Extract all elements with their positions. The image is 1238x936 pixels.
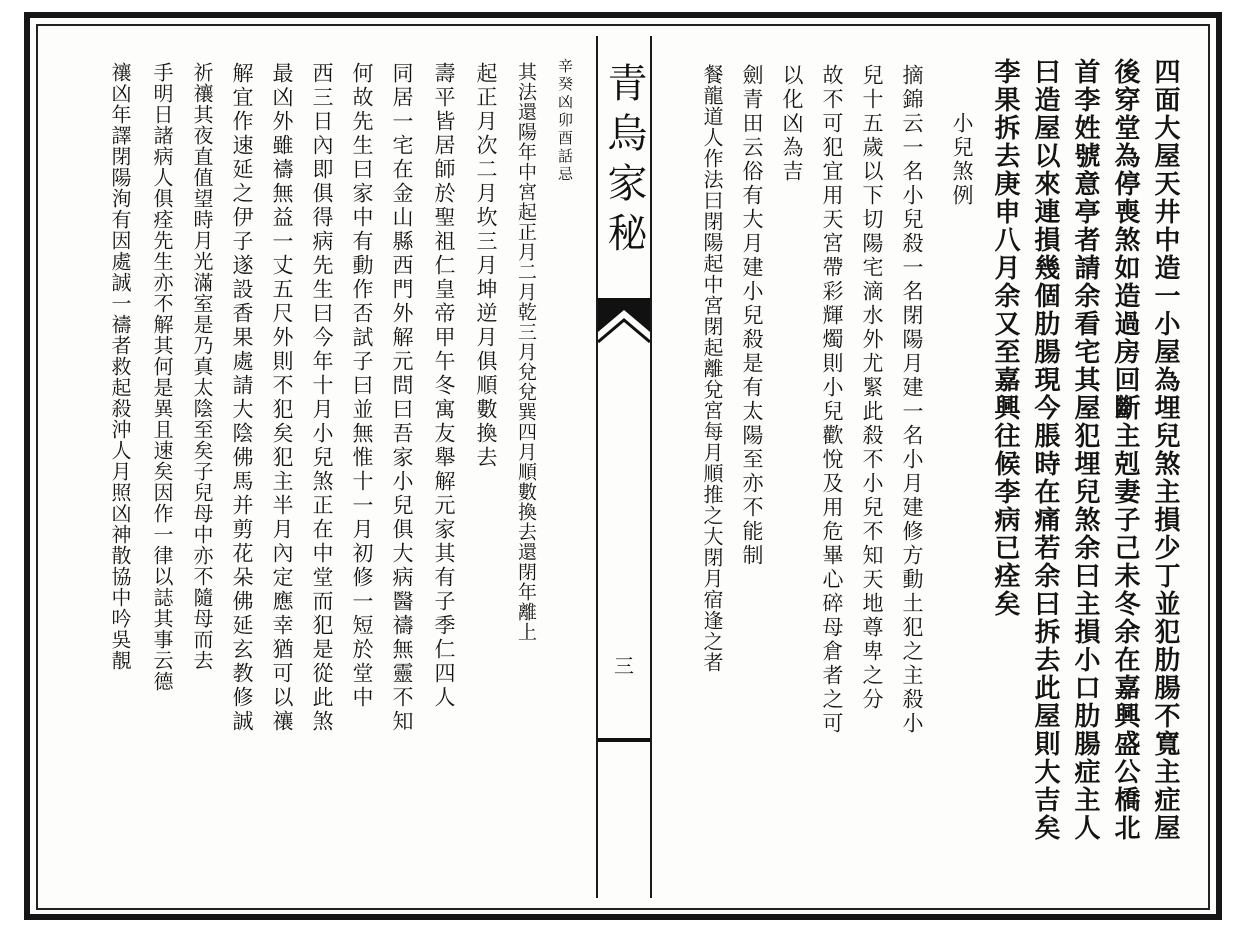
right-col-8: 兒十五歲以下切陽宅滴水外尤緊此殺不小兒不知天地尊卑之分 — [860, 64, 884, 712]
right-col-10: 以化凶為吉 — [780, 64, 804, 184]
left-col-6: 何故先生曰家中有動作否試子曰並無惟十一月初修一短於堂中 — [350, 62, 374, 710]
right-col-heading: 小兒煞例 — [950, 112, 974, 208]
right-col-3: 首李姓號意亭者請余看宅其屋犯埋兒煞余曰主損小口肋腸症主人 — [1070, 58, 1100, 842]
left-col-1: 辛癸凶卯酉話忌 — [556, 58, 574, 184]
fish-tail-mark-icon — [598, 302, 650, 358]
left-col-11: 手明日諸病人俱痊先生亦不解其何是異且速矣因作一律以誌其事云德 — [150, 62, 174, 692]
right-col-12: 餐龍道人作法曰閉陽起中宮閉起離兌宮每月順推之大閉月宿逢之者 — [700, 64, 724, 673]
right-col-2: 後穿堂為停喪煞如造過房回斷主剋妻子己未冬余在嘉興盛公橋北 — [1110, 58, 1140, 842]
left-col-8: 最凶外雖禱無益一丈五尺外則不犯矣犯主半月內定應幸猶可以禳 — [270, 62, 294, 734]
left-col-4: 壽平皆居師於聖祖仁皇帝甲午冬寓友舉解元家其有子季仁四人 — [432, 62, 456, 710]
fold-rule-right — [650, 36, 652, 898]
fold-rule-left — [596, 36, 598, 898]
right-col-5: 李果拆去庚申八月余又至嘉興往候李病已痊矣 — [990, 58, 1020, 618]
left-col-12: 禳凶年譯閉陽洵有因處誠一禱者救起殺沖人月照凶神散協中吟吳靚 — [108, 62, 132, 671]
right-col-1: 四面大屋天井中造一小屋為埋兒煞主損少丁並犯肋腸不寬主症屋 — [1150, 58, 1180, 842]
book-title: 青烏家秘 — [601, 62, 647, 262]
right-col-11: 劍青田云俗有大月建小兒殺是有太陽至亦不能制 — [740, 64, 764, 568]
left-col-9: 解宜作速延之伊子遂設香果處請大陰佛馬并剪花朵佛延玄教修誠 — [230, 62, 254, 734]
left-col-3: 起正月次二月坎三月坤逆月俱順數換去 — [474, 62, 498, 470]
left-col-2: 其法還陽年中宮起正月二月乾三月兌兌巽四月順數換去還閉年離上 — [515, 62, 537, 642]
fold-divider-bottom — [598, 738, 650, 742]
right-col-7: 摘錦云一名小兒殺一名閉陽月建一名小月建修方動土犯之主殺小 — [900, 64, 924, 736]
left-col-10: 祈禳其夜直值望時月光滿室是乃真太陰至矣子兒母中亦不隨母而去 — [190, 62, 214, 671]
right-col-9: 故不可犯宜用天宮帶彩輝燭則小兒歡悅及用危畢心碎母倉者之可 — [820, 64, 844, 736]
right-col-4: 曰造屋以來連損幾個肋腸現今脹時在痛若余曰拆去此屋則大吉矣 — [1030, 58, 1060, 842]
left-col-7: 西三日內即俱得病先生曰今年十月小兒煞正在中堂而犯是從此煞 — [310, 62, 334, 734]
page-number: 三 — [614, 654, 634, 678]
left-col-5: 同居一宅在金山縣西門外解元問曰吾家小兒俱大病醫禱無靈不知 — [390, 62, 414, 734]
